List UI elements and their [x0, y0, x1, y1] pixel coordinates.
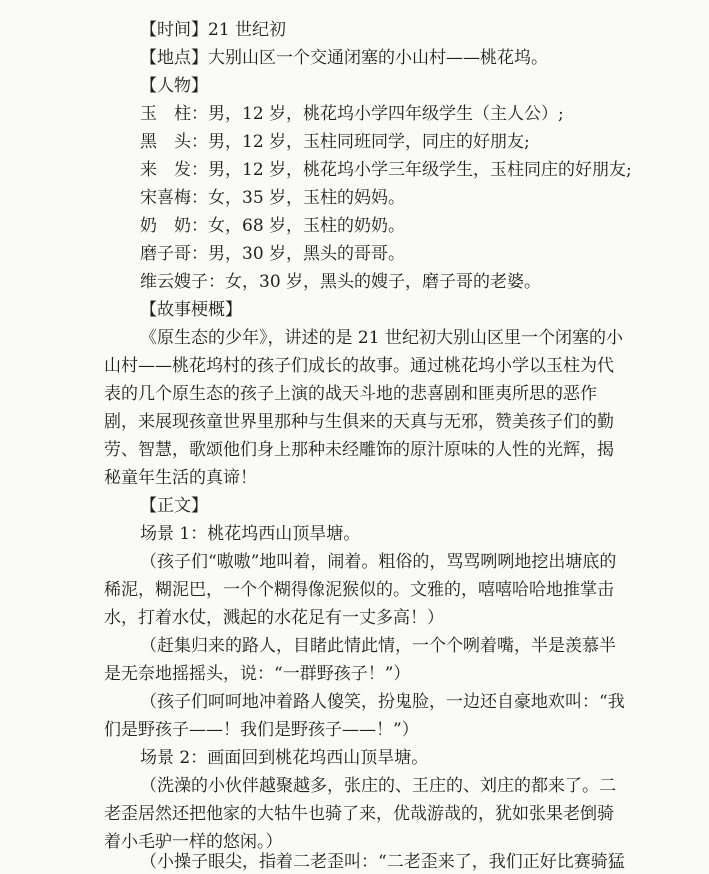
- character-line: 奶 奶：女，68 岁，玉柱的奶奶。: [140, 216, 406, 236]
- synopsis-line: 表的几个原生态的孩子上演的战天斗地的悲喜剧和匪夷所思的恶作: [104, 384, 597, 404]
- body-line: 水，打着水仗，溅起的水花足有一丈多高！）: [104, 608, 444, 628]
- body-line: （赶集归来的路人，目睹此情此情，一个个咧着嘴，半是羡慕半: [140, 636, 616, 656]
- body-line: 老歪居然还把他家的大牯牛也骑了来，优哉游哉的，犹如张果老倒骑: [104, 804, 614, 824]
- place-line: 【地点】大别山区一个交通闭塞的小山村——桃花坞。: [140, 48, 548, 68]
- body-line: （孩子们呵呵地冲着路人傻笑，扮鬼脸，一边还自豪地欢叫：“我: [140, 692, 625, 712]
- character-line: 玉 柱：男，12 岁，桃花坞小学四年级学生（主人公）;: [140, 104, 564, 124]
- characters-heading: 【人物】: [140, 76, 208, 96]
- body-line: 们是野孩子——！我们是野孩子——！”）: [104, 720, 419, 740]
- synopsis-line: 山村——桃花坞村的孩子们成长的故事。通过桃花坞小学以玉柱为代: [104, 356, 614, 376]
- synopsis-heading: 【故事梗概】: [140, 300, 242, 320]
- body-line: （小操子眼尖，指着二老歪叫：“二老歪来了，我们正好比赛骑猛: [140, 852, 625, 872]
- character-line: 黑 头：男，12 岁，玉柱同班同学，同庄的好朋友;: [140, 132, 530, 152]
- synopsis-line: 《原生态的少年》，讲述的是 21 世纪初大别山区里一个闭塞的小: [140, 328, 623, 348]
- character-line: 维云嫂子：女，30 岁，黑头的嫂子，磨子哥的老婆。: [140, 272, 542, 292]
- character-line: 来 发：男，12 岁，桃花坞小学三年级学生，玉柱同庄的好朋友;: [140, 160, 632, 180]
- synopsis-line: 劳、智慧，歌颂他们身上那种未经雕饰的原汁原味的人性的光辉，揭: [104, 440, 614, 460]
- time-line: 【时间】21 世纪初: [140, 20, 287, 40]
- scene-title: 场景 1：桃花坞西山顶旱塘。: [140, 524, 361, 544]
- synopsis-line: 剧，来展现孩童世界里那种与生俱来的天真与无邪，赞美孩子们的勤: [104, 412, 614, 432]
- body-line: 是无奈地摇摇头，说：“一群野孩子！”）: [104, 664, 411, 684]
- character-line: 磨子哥：男，30 岁，黑头的哥哥。: [140, 244, 406, 264]
- synopsis-line: 秘童年生活的真谛！: [104, 468, 257, 488]
- scene-title: 场景 2：画面回到桃花坞西山顶旱塘。: [140, 748, 429, 768]
- body-heading: 【正文】: [140, 496, 208, 516]
- character-line: 宋喜梅：女，35 岁，玉柱的妈妈。: [140, 188, 406, 208]
- body-line: （孩子们“嗷嗷”地叫着，闹着。粗俗的，骂骂咧咧地挖出塘底的: [140, 552, 617, 572]
- body-line: 稀泥，糊泥巴，一个个糊得像泥猴似的。文雅的，嘻嘻哈哈地推掌击: [104, 580, 614, 600]
- body-line: 着小毛驴一样的悠闲。）: [104, 832, 283, 852]
- body-line: （洗澡的小伙伴越聚越多，张庄的、王庄的、刘庄的都来了。二: [140, 776, 616, 796]
